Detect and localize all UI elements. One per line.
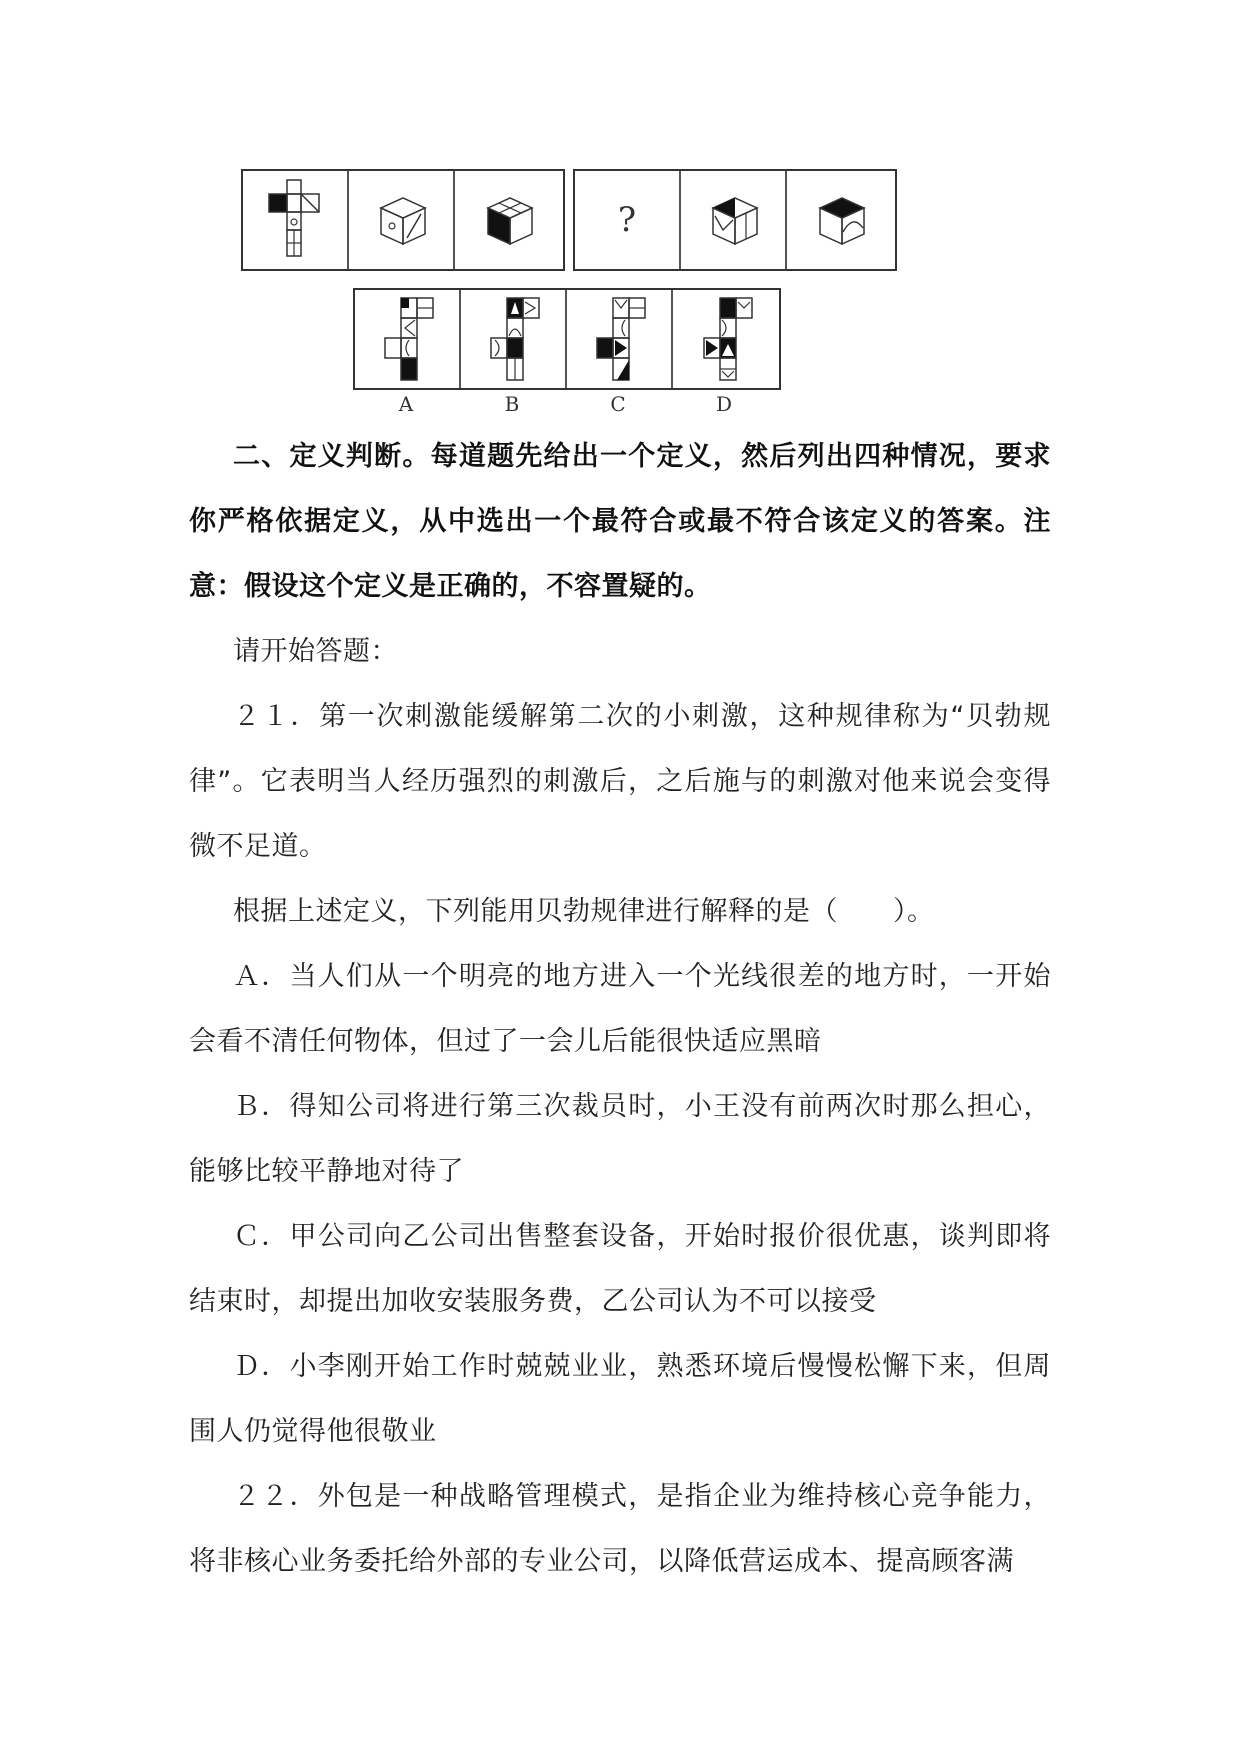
q21-question: 根据上述定义，下列能用贝勃规律进行解释的是（ ）。: [233, 896, 935, 927]
start-prompt: 请开始答题：: [233, 636, 398, 667]
option-label-d: D: [715, 392, 733, 416]
option-label-c: C: [610, 392, 626, 416]
options-strip: [353, 288, 781, 390]
option-b-net: [461, 290, 567, 388]
option-label-b: B: [504, 392, 520, 416]
cube-figure-2: [455, 171, 561, 269]
question-mark: ?: [617, 200, 637, 240]
question-cell: [575, 171, 681, 269]
q21-option-b: Ｂ．得知公司将进行第三次裁员时，小王没有前两次时那么担心，能够比较平静地对待了: [189, 1091, 1051, 1187]
cube-figure-3: [681, 171, 787, 269]
q22-stem: ２２．外包是一种战略管理模式，是指企业为维持核心竞争能力，将非核心业务委托给外部的专业公司，以降低营运成本、提高顾客满: [189, 1481, 1051, 1577]
cube-net-figure-1: [243, 171, 349, 269]
figure-strip-right: [573, 169, 897, 271]
q21-option-a: Ａ．当人们从一个明亮的地方进入一个光线很差的地方时，一开始会看不清任何物体，但过了一会儿后能很快适应黑暗: [189, 961, 1051, 1057]
q21-option-d: Ｄ．小李刚开始工作时兢兢业业，熟悉环境后慢慢松懈下来，但周围人仍觉得他很敬业: [189, 1351, 1051, 1447]
q21-option-c: Ｃ．甲公司向乙公司出售整套设备，开始时报价很优惠，谈判即将结束时，却提出加收安装服务费，乙公司认为不可以接受: [189, 1221, 1051, 1317]
option-d-net: [673, 290, 779, 388]
figure-strip-left: [241, 169, 565, 271]
option-label-a: A: [398, 392, 414, 416]
cube-figure-4: [787, 171, 893, 269]
q21-stem: ２１．第一次刺激能缓解第二次的小刺激，这种规律称为“贝勃规律”。它表明当人经历强烈的刺激后，之后施与的刺激对他来说会变得微不足道。: [189, 701, 1051, 862]
option-a-net: [355, 290, 461, 388]
option-labels: [353, 392, 777, 422]
cube-figure-1: [349, 171, 455, 269]
option-c-net: [567, 290, 673, 388]
section-heading: 二、定义判断。每道题先给出一个定义，然后列出四种情况，要求你严格依据定义，从中选出一个最符合或最不符合该定义的答案。注意：假设这个定义是正确的，不容置疑的。: [189, 441, 1051, 602]
